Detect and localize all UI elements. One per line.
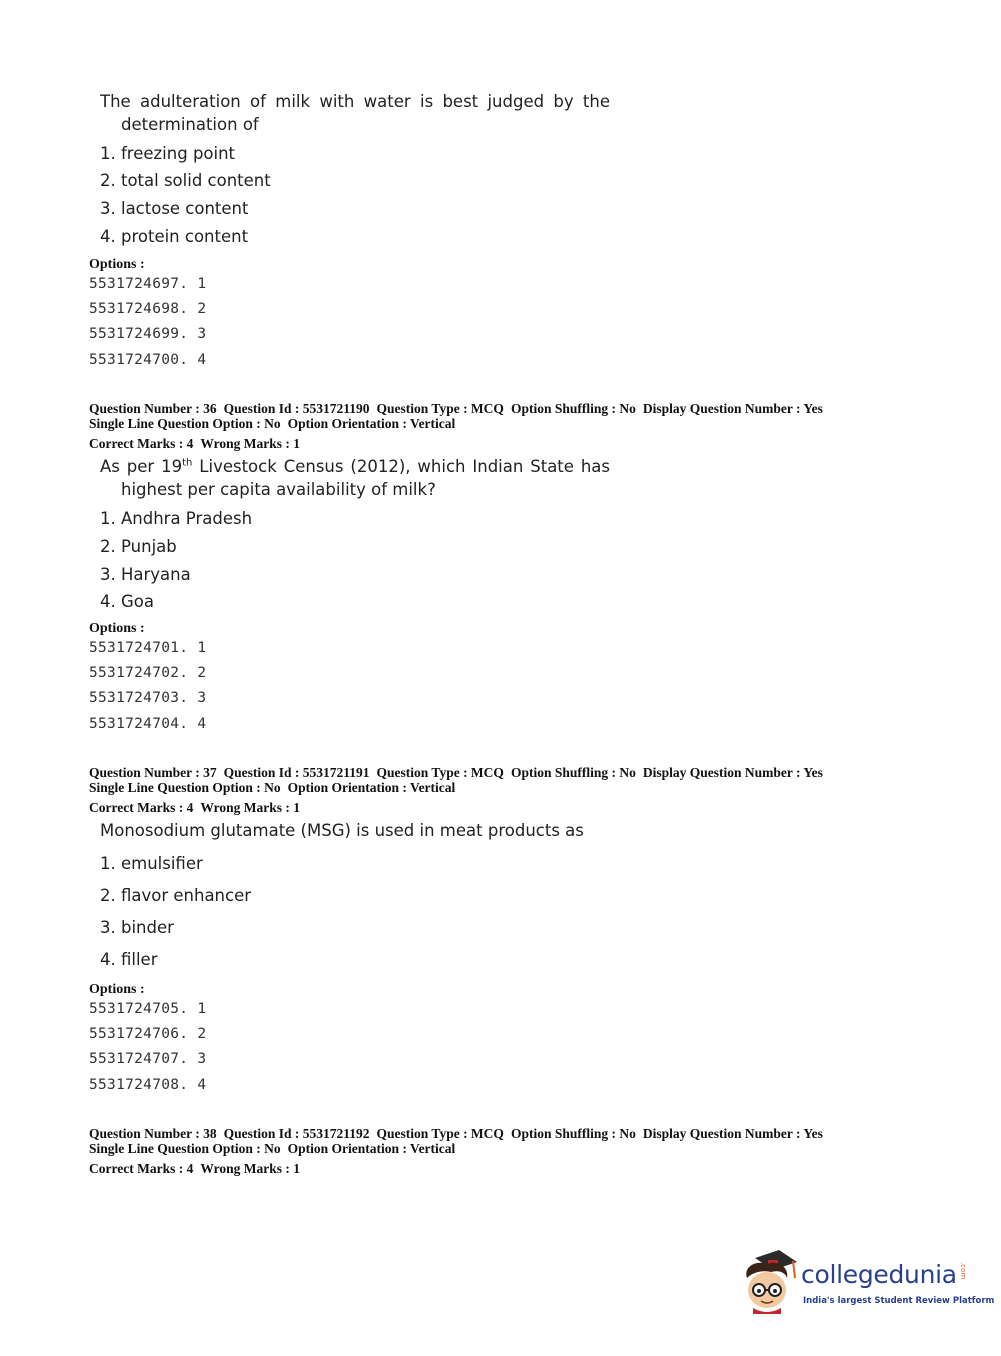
option-shuffling: Option Shuffling : No <box>510 765 636 780</box>
option-id-row: 5531724708. 4 <box>89 1077 207 1093</box>
question-id: Question Id : 5531721191 <box>223 765 370 780</box>
superscript: th <box>182 457 193 469</box>
question-meta-line <box>89 780 455 795</box>
question-text <box>100 819 660 842</box>
display-question-number: Display Question Number : Yes <box>642 401 823 416</box>
logo-suffix: .com <box>959 1262 967 1280</box>
correct-marks: Correct Marks : 4 <box>89 436 194 451</box>
option-shuffling: Option Shuffling : No <box>510 1126 636 1141</box>
question-text-part: Livestock Census (2012), which Indian State has <box>192 457 610 476</box>
marks-line <box>89 436 300 451</box>
choice-item: 1. freezing point <box>100 144 236 163</box>
option-id-row: 5531724702. 2 <box>89 665 207 681</box>
option-id-row: 5531724704. 4 <box>89 716 207 732</box>
question-meta-line <box>89 416 455 431</box>
option-id-row: 5531724703. 3 <box>89 690 207 706</box>
option-orientation: Option Orientation : Vertical <box>287 780 456 795</box>
question-number: Question Number : 38 <box>89 1126 217 1141</box>
option-id-row: 5531724701. 1 <box>89 640 207 656</box>
choice-item: 3. lactose content <box>100 199 249 218</box>
display-question-number: Display Question Number : Yes <box>642 1126 823 1141</box>
wrong-marks: Wrong Marks : 1 <box>200 436 300 451</box>
choice-item: 1. emulsifier <box>100 854 203 873</box>
marks-line <box>89 800 300 815</box>
option-id-row: 5531724697. 1 <box>89 276 207 292</box>
option-orientation: Option Orientation : Vertical <box>287 1141 456 1156</box>
question-type: Question Type : MCQ <box>376 765 504 780</box>
question-text-line: The adulteration of milk with water is best judged by the <box>100 92 610 111</box>
question-type: Question Type : MCQ <box>376 1126 504 1141</box>
option-id-row: 5531724700. 4 <box>89 352 207 368</box>
question-number: Question Number : 36 <box>89 401 217 416</box>
choice-item: 3. Haryana <box>100 565 191 584</box>
question-type: Question Type : MCQ <box>376 401 504 416</box>
choice-item: 2. Punjab <box>100 537 177 556</box>
option-id-row: 5531724705. 1 <box>89 1001 207 1017</box>
logo-tagline: India's largest Student Review Platform <box>803 1296 995 1306</box>
question-text-line: highest per capita availability of milk? <box>121 480 436 499</box>
option-orientation: Option Orientation : Vertical <box>287 416 456 431</box>
correct-marks: Correct Marks : 4 <box>89 800 194 815</box>
question-number: Question Number : 37 <box>89 765 217 780</box>
correct-marks: Correct Marks : 4 <box>89 1161 194 1176</box>
question-id: Question Id : 5531721190 <box>223 401 370 416</box>
question-text-line: Monosodium glutamate (MSG) is used in meat products as <box>100 821 584 840</box>
option-id-row: 5531724707. 3 <box>89 1051 207 1067</box>
options-label: Options : <box>89 621 145 636</box>
collegedunia-logo <box>741 1248 995 1318</box>
options-label: Options : <box>89 257 145 272</box>
option-shuffling: Option Shuffling : No <box>510 401 636 416</box>
question-meta-line <box>89 765 823 780</box>
display-question-number: Display Question Number : Yes <box>642 765 823 780</box>
question-text <box>100 455 610 501</box>
single-line-option: Single Line Question Option : No <box>89 416 281 431</box>
question-meta-line <box>89 1141 455 1156</box>
choice-item: 2. total solid content <box>100 171 271 190</box>
question-id: Question Id : 5531721192 <box>223 1126 370 1141</box>
wrong-marks: Wrong Marks : 1 <box>200 800 300 815</box>
option-id-row: 5531724699. 3 <box>89 326 207 342</box>
question-text-line <box>100 455 610 478</box>
option-id-row: 5531724698. 2 <box>89 301 207 317</box>
choice-item: 2. flavor enhancer <box>100 886 252 905</box>
choice-item: 3. binder <box>100 918 174 937</box>
single-line-option: Single Line Question Option : No <box>89 780 281 795</box>
choice-item: 4. filler <box>100 950 158 969</box>
question-meta-line <box>89 401 823 416</box>
question-text <box>100 90 610 136</box>
choice-item: 4. Goa <box>100 592 154 611</box>
choice-item: 1. Andhra Pradesh <box>100 509 253 528</box>
logo-wordmark: collegedunia <box>801 1260 957 1289</box>
option-id-row: 5531724706. 2 <box>89 1026 207 1042</box>
choice-item: 4. protein content <box>100 227 249 246</box>
wrong-marks: Wrong Marks : 1 <box>200 1161 300 1176</box>
question-meta-line <box>89 1126 823 1141</box>
single-line-option: Single Line Question Option : No <box>89 1141 281 1156</box>
question-text-line: determination of <box>121 115 259 134</box>
question-text-part: As per 19 <box>100 457 183 476</box>
options-label: Options : <box>89 982 145 997</box>
marks-line <box>89 1161 300 1176</box>
mascot-icon <box>741 1248 801 1316</box>
